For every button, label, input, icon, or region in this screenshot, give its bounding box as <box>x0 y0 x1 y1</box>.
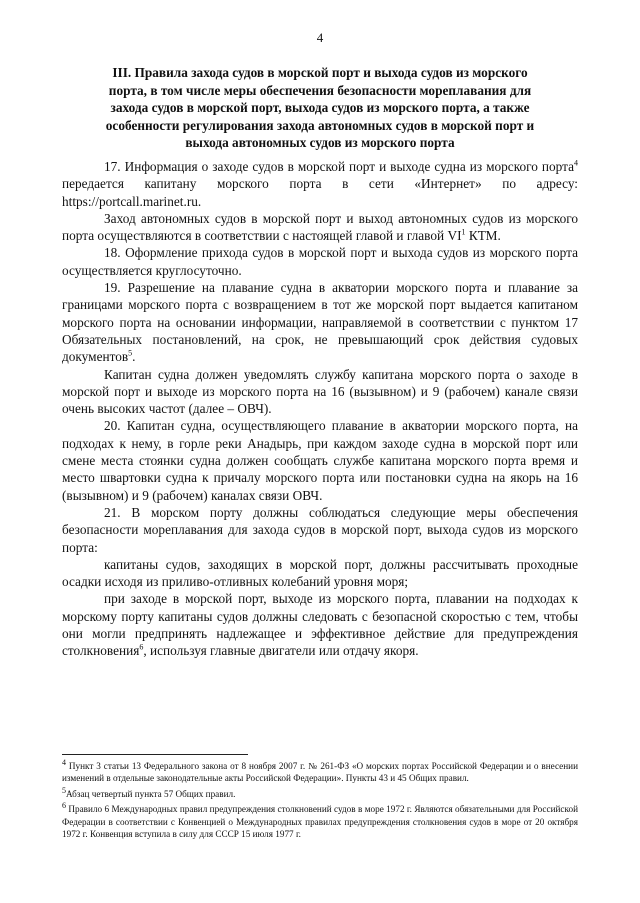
paragraph-19-captain: Капитан судна должен уведомлять службу капитана морского порта о заходе в морской порт и выходе из морского порта на 16 (вызывном) и 9 (рабочем) канале связи очень высоких частот (далее – ОВЧ). <box>62 366 578 417</box>
paragraph-21-speed: при заходе в морской порт, выходе из морского порта, плавании на подходах к морскому порту капитаны судов должны следовать с безопасной скоростью с тем, чтобы они могли предпринять надлежащее и эффективное действие для предупреждения столкновения$^6$, используя главные двигатели или отдачу якоря. <box>62 591 578 659</box>
footnote-6: $^6$ Правило 6 Международных правил предупреждения столкновений судов в море 1972 г. Являются обязательными для Российской Федерации в соответствии с Конвенцией о Международных правилах предупреждения столкновения судов в море от 20 октября 1972 г. Конвенция вступила в силу для СССР 15 июля 1977 г. <box>62 801 578 840</box>
paragraph-17-autonomous: Заход автономных судов в морской порт и выход автономных судов из морского порта осуществляются в соответствии с настоящей главой и главой $VI^1$ КТМ. <box>62 210 578 244</box>
chapter-ref-sup: 1 <box>461 227 466 237</box>
paragraph-20: 20. Капитан судна, осуществляющего плавание в акватории морского порта, на подходах к нему, в горле реки Анадырь, при каждом заходе судна в морской порт или смене места стоянки судна должен сообщать службе капитана морского порта время и место швартовки судна к причалу морского порта или постановки судна на якорь на 16 (вызывном) и 9 (рабочем) каналах связи ОВЧ. <box>62 418 578 503</box>
footnote-4: $^4$ Пункт 3 статьи 13 Федерального закона от 8 ноября 2007 г. № 261-ФЗ «О морских портах Российской Федерации и о внесении изменений в отдельные законодательные акты Российской Федерации». Пункты 43 и 45 Общих правил. <box>62 757 578 784</box>
footnote-ref-5: 5 <box>128 348 133 358</box>
footnote-ref-6: 6 <box>139 642 144 652</box>
page-number: 4 <box>316 30 324 45</box>
paragraph-21: 21. В морском порту должны соблюдаться следующие меры обеспечения безопасности мореплавания для захода судов в морской порт, выхода судов из морского порта: <box>62 504 578 555</box>
document-body <box>62 158 578 660</box>
footnote-ref-4: 4 <box>574 158 578 168</box>
footnotes <box>62 757 578 843</box>
paragraph-17: 17. Информация о заходе судов в морской порт и выходе судна из морского порта$^4$ передается капитану морского порта в сети «Интернет» по адресу: https://portcall.marinet.ru. <box>62 158 578 209</box>
paragraph-19: 19. Разрешение на плавание судна в акватории морского порта и плавание за границами морского порта с возвращением в тот же морской порт выдается капитаном морского порта на основании информации, направляемой в соответствии с пунктом 17 Обязательных постановлений, на срок, не превышающий срок действия судовых документов$^5$. <box>62 280 578 365</box>
section-heading: III. Правила захода судов в морской порт и выхода судов из морского порта, в том числе меры обеспечения безопасности мореплавания для захода судов в морской порт, выхода судов из морского порта, а также особенности регулирования захода автономных судов в морской порт и выхода автономных судов из морского порта <box>105 65 535 150</box>
paragraph-21-draft: капитаны судов, заходящих в морской порт, должны рассчитывать проходные осадки исходя из приливо-отливных колебаний уровня моря; <box>62 556 578 590</box>
paragraph-18: 18. Оформление прихода судов в морской порт и выхода судов из морского порта осуществляется круглосуточно. <box>62 245 578 278</box>
footnote-divider <box>62 754 248 755</box>
footnote-5: $^5$Абзац четвертый пункта 57 Общих правил. <box>62 785 236 799</box>
